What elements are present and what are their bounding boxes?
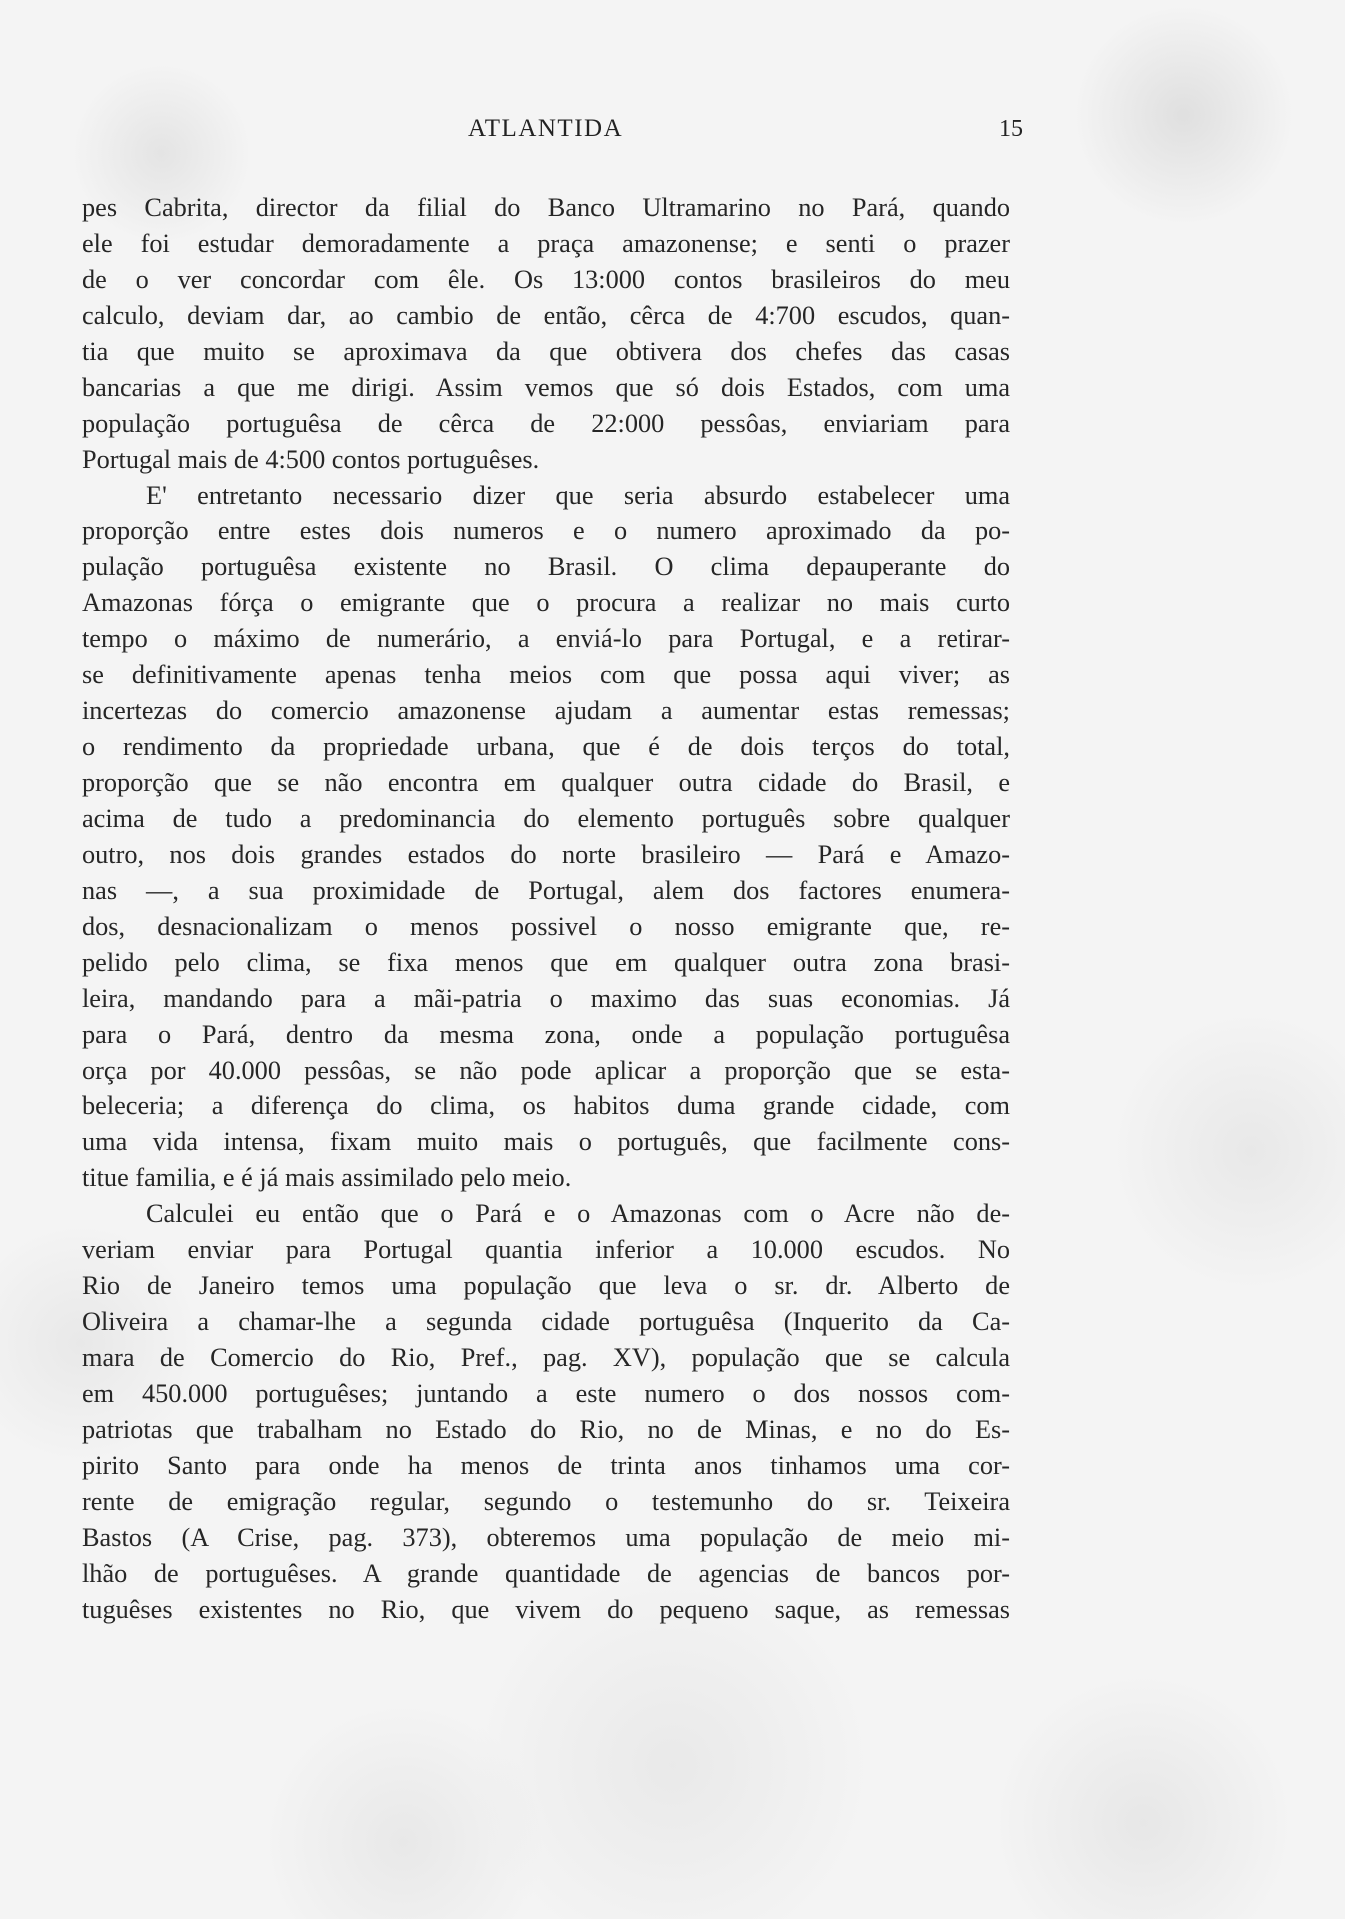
text-line: se definitivamente apenas tenha meios com que possa aqui viver; as [82,660,1010,690]
text-line: de o ver concordar com êle. Os 13:000 contos brasileiros do meu [82,264,1010,294]
text-line: tuguêses existentes no Rio, que vivem do pequeno saque, as remessas [82,1594,1010,1624]
text-line: veriam enviar para Portugal quantia inferior a 10.000 escudos. No [82,1235,1010,1265]
text-line: calculo, deviam dar, ao cambio de então, cêrca de 4:700 escudos, quan- [82,300,1010,330]
text-line: acima de tudo a predominancia do elemento português sobre qualquer [82,803,1010,833]
text-line: beleceria; a diferença do clima, os habitos duma grande cidade, com [82,1091,1010,1121]
text-line: bancarias a que me dirigi. Assim vemos que só dois Estados, com uma [82,372,1010,402]
text-line: pes Cabrita, director da filial do Banco Ultramarino no Pará, quando [82,193,1010,222]
text-line: patriotas que trabalham no Estado do Rio, no de Minas, e no do Es- [82,1414,1010,1444]
text-line: rente de emigração regular, segundo o testemunho do sr. Teixeira [82,1486,1010,1516]
text-line: pelido pelo clima, se fixa menos que em qualquer outra zona brasi- [82,947,1010,977]
text-line: tia que muito se aproximava da que obtivera dos chefes das casas [82,336,1010,366]
running-head [85,112,1023,146]
text-line: ele foi estudar demoradamente a praça amazonense; e senti o prazer [82,228,1010,258]
text-line: proporção que se não encontra em qualquer outra cidade do Brasil, e [82,768,1010,797]
text-line: orça por 40.000 pessôas, se não pode aplicar a proporção que se esta- [82,1055,1010,1085]
text-line: uma vida intensa, fixam muito mais o português, que facilmente cons- [82,1127,1010,1157]
text-line: dos, desnacionalizam o menos possivel o nosso emigrante que, re- [82,911,1010,941]
text-line: pirito Santo para onde ha menos de trinta anos tinhamos uma cor- [82,1450,1010,1480]
text-line: população portuguêsa de cêrca de 22:000 pessôas, enviariam para [82,408,1010,438]
text-line: Bastos (A Crise, pag. 373), obteremos uma população de meio mi- [82,1522,1010,1552]
text-line: incertezas do comercio amazonense ajudam a aumentar estas remessas; [82,696,1010,726]
text-line: tempo o máximo de numerário, a enviá-lo para Portugal, e a retirar- [82,624,1010,654]
body-text [82,190,1010,1628]
text-line: Calculei eu então que o Pará e o Amazonas com o Acre não de- [146,1199,1010,1229]
text-line: lhão de portuguêses. A grande quantidade de agencias de bancos por- [82,1558,1010,1588]
text-line: titue familia, e é já mais assimilado pelo meio. [82,1163,572,1193]
text-line: leira, mandando para a mãi-patria o maximo das suas economias. Já [82,983,1010,1013]
text-line: para o Pará, dentro da mesma zona, onde a população portuguêsa [82,1019,1010,1049]
text-line: o rendimento da propriedade urbana, que é de dois terços do total, [82,732,1010,762]
text-line: pulação portuguêsa existente no Brasil. O clima depauperante do [82,552,1010,582]
text-line: em 450.000 portuguêses; juntando a este numero o dos nossos com- [82,1378,1010,1408]
text-line: Amazonas fórça o emigrante que o procura a realizar no mais curto [82,588,1010,618]
page-number: 15 [999,116,1023,142]
text-line: Rio de Janeiro temos uma população que leva o sr. dr. Alberto de [82,1271,1010,1301]
text-line: Portugal mais de 4:500 contos portuguêses. [82,444,540,474]
text-line: outro, nos dois grandes estados do norte brasileiro — Pará e Amazo- [82,839,1010,869]
text-line: mara de Comercio do Rio, Pref., pag. XV), população que se calcula [82,1343,1010,1372]
text-line: Oliveira a chamar-lhe a segunda cidade portuguêsa (Inquerito da Ca- [82,1307,1010,1337]
text-line: proporção entre estes dois numeros e o numero aproximado da po- [82,516,1010,546]
text-line: nas —, a sua proximidade de Portugal, alem dos factores enumera- [82,875,1010,905]
text-line: E' entretanto necessario dizer que seria absurdo estabelecer uma [146,480,1010,510]
running-title: ATLANTIDA [468,115,624,142]
